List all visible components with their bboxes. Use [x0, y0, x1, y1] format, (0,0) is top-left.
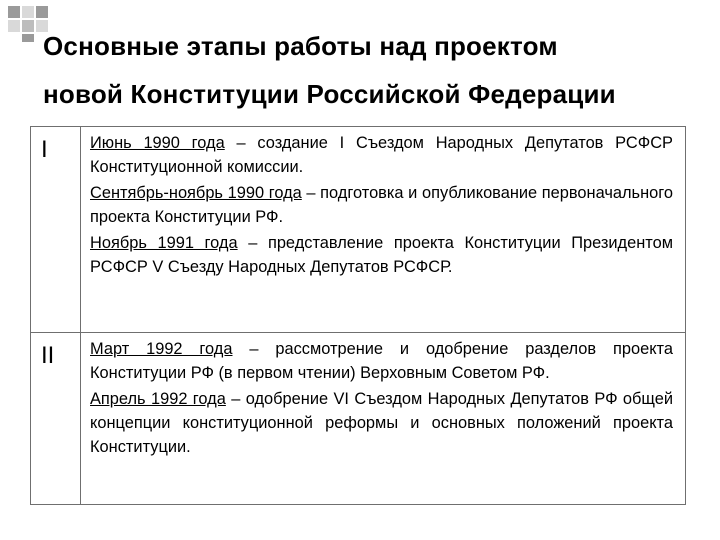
stage-row-1 — [31, 127, 686, 333]
entry-text: – представление проекта Конституции Президентом РСФСР V Съезду Народных Депутатов РСФСР. — [90, 234, 673, 276]
entry-date: Апрель 1992 года — [90, 390, 226, 408]
stage-entry — [90, 131, 673, 179]
entry-text: – одобрение VI Съездом Народных Депутатов РФ общей концепции конституционной реформы и основных положений проекта Конституции. — [90, 390, 673, 456]
entry-date: Июнь 1990 года — [90, 134, 225, 152]
entry-date: Март 1992 года — [90, 340, 233, 358]
stage-numeral: I — [31, 127, 81, 333]
entry-date: Сентябрь-ноябрь 1990 года — [90, 184, 302, 202]
stage-content — [81, 333, 686, 505]
title-line-2: новой Конституции Российской Федерации — [43, 79, 616, 109]
stage-entry — [90, 337, 673, 385]
entry-text: – создание I Съездом Народных Депутатов РСФСР Конституционной комиссии. — [90, 134, 673, 176]
stage-entry — [90, 181, 673, 229]
entry-text: – подготовка и опубликование первоначального проекта Конституции РФ. — [90, 184, 673, 226]
stage-entry — [90, 387, 673, 459]
stage-numeral: II — [31, 333, 81, 505]
entry-date: Ноябрь 1991 года — [90, 234, 238, 252]
page-title — [43, 22, 703, 118]
stages-table — [30, 126, 686, 505]
title-line-1: Основные этапы работы над проектом — [43, 31, 558, 61]
entry-text: – рассмотрение и одобрение разделов проекта Конституции РФ (в первом чтении) Верховным Советом РФ. — [90, 340, 673, 382]
stage-content — [81, 127, 686, 333]
stage-row-2 — [31, 333, 686, 505]
stage-entry — [90, 231, 673, 279]
